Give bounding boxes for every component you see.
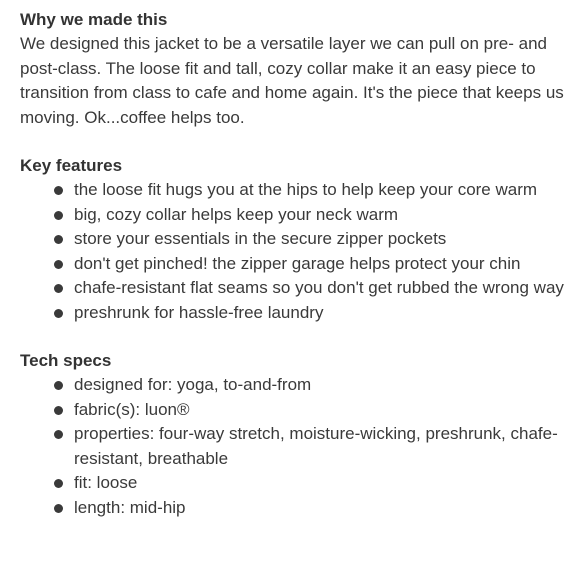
why-we-made-this-text: We designed this jacket to be a versatile layer we can pull on pre- and post-class. The loose fit and tall, cozy collar make it an easy piece to transition from class to cafe and home again. It's the piece that keeps us moving. Ok...coffee helps too. — [20, 34, 564, 127]
bullet-icon — [54, 186, 63, 195]
key-features-heading: Key features — [20, 156, 123, 175]
bullet-icon — [54, 430, 63, 439]
why-we-made-this-section — [20, 8, 570, 130]
spec-item — [20, 373, 570, 398]
spec-text: designed for: yoga, to-and-from — [74, 375, 312, 394]
feature-text: chafe-resistant flat seams so you don't get rubbed the wrong way — [74, 278, 564, 297]
feature-item — [20, 301, 570, 326]
spec-item — [20, 422, 570, 471]
spec-text: length: mid-hip — [74, 497, 186, 517]
feature-text: store your essentials in the secure zipper pockets — [74, 229, 447, 248]
bullet-icon — [54, 235, 63, 244]
spec-text: fit: loose — [74, 473, 138, 492]
feature-text: preshrunk for hassle-free laundry — [74, 302, 324, 322]
tech-specs-list — [20, 373, 570, 520]
spec-text: fabric(s): luon® — [74, 399, 190, 419]
feature-item — [20, 252, 570, 277]
spec-item — [20, 471, 570, 496]
bullet-icon — [54, 381, 63, 390]
spec-item — [20, 496, 570, 521]
bullet-icon — [54, 260, 63, 269]
spec-item — [20, 398, 570, 423]
bullet-icon — [54, 284, 63, 293]
bullet-icon — [54, 309, 63, 318]
feature-text: big, cozy collar helps keep your neck warm — [74, 204, 399, 224]
tech-specs-heading: Tech specs — [20, 351, 112, 370]
why-we-made-this-heading: Why we made this — [20, 10, 168, 29]
feature-item — [20, 227, 570, 252]
bullet-icon — [54, 406, 63, 415]
feature-item — [20, 203, 570, 228]
tech-specs-section — [20, 349, 570, 520]
spec-text: properties: four-way stretch, moisture-wicking, preshrunk, chafe-resistant, breathable — [74, 424, 558, 468]
feature-text: the loose fit hugs you at the hips to help keep your core warm — [74, 180, 538, 199]
bullet-icon — [54, 479, 63, 488]
key-features-section — [20, 154, 570, 325]
bullet-icon — [54, 211, 63, 220]
feature-text: don't get pinched! the zipper garage helps protect your chin — [74, 253, 521, 273]
feature-item — [20, 276, 570, 301]
feature-item — [20, 178, 570, 203]
key-features-list — [20, 178, 570, 325]
bullet-icon — [54, 504, 63, 513]
